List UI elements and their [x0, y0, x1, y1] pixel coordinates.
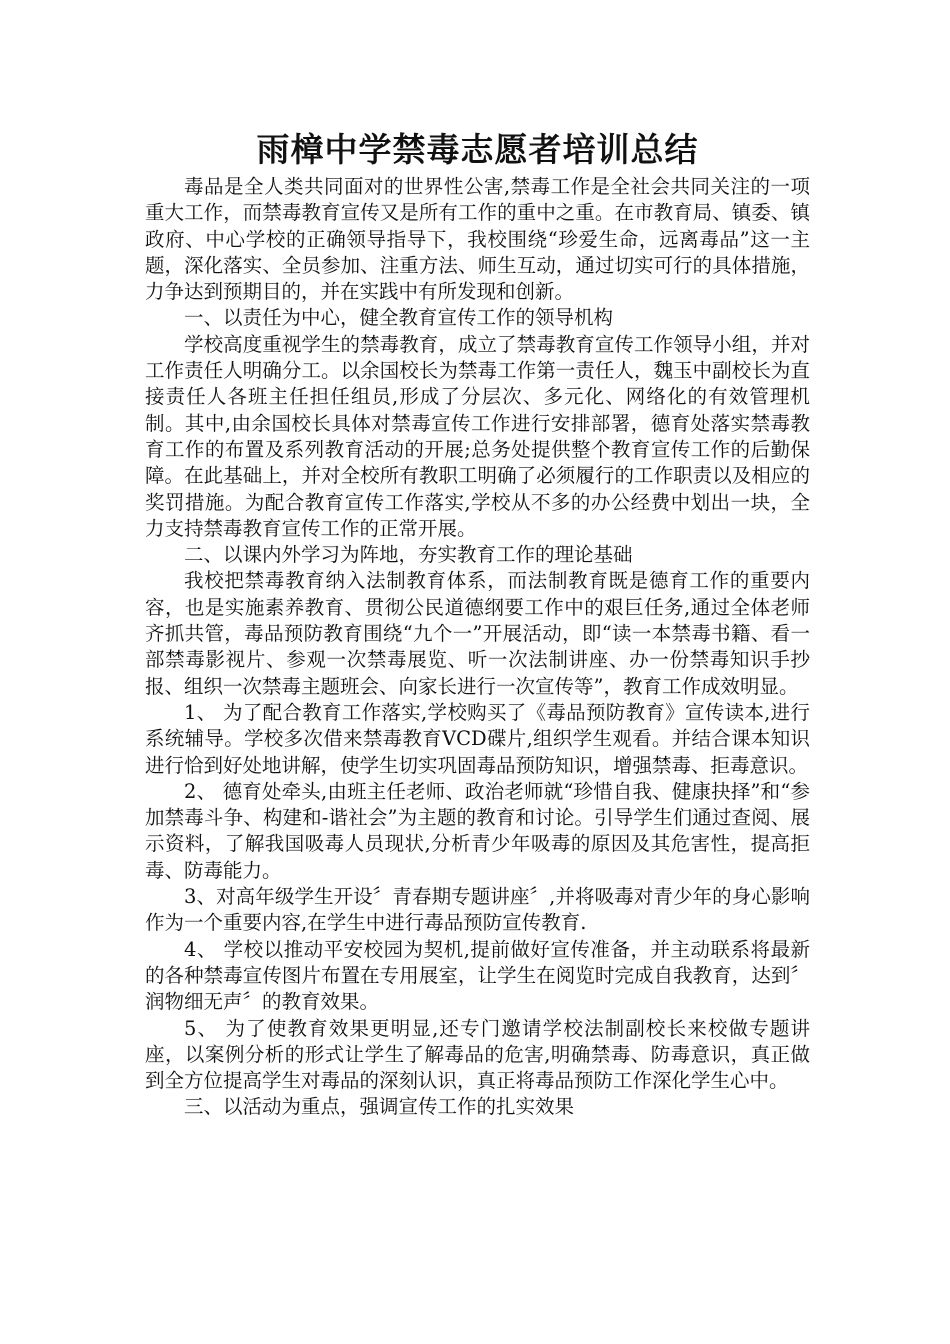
- paragraph-legal-education: 我校把禁毒教育纳入法制教育体系，而法制教育既是德育工作的重要内容，也是实施素养教育、贯彻公民道德纲要工作中的艰巨任务,通过全体老师齐抓共管，毒品预防教育围绕“九个一”开展活动，即“读一本禁毒书籍、看一部禁毒影视片、参观一次禁毒展览、听一次法制讲座、办一份禁毒知识手抄报、组织一次禁毒主题班会、向家长进行一次宣传等”，教育工作成效明显。: [145, 569, 810, 698]
- paragraph-leadership: 学校高度重视学生的禁毒教育，成立了禁毒教育宣传工作领导小组，并对工作责任人明确分工。以余国校长为禁毒工作第一责任人，魏玉中副校长为直接责任人各班主任担任组员,形成了分层次、多元化、网络化的有效管理机制。其中,由余国校长具体对禁毒宣传工作进行安排部署，德育处落实禁毒教育工作的布置及系列教育活动的开展;总务处提供整个教育宣传工作的后勤保障。在此基础上，并对全校所有教职工明确了必须履行的工作职责以及相应的奖罚措施。为配合教育宣传工作落实,学校从不多的办公经费中划出一块，全力支持禁毒教育宣传工作的正常开展。: [145, 332, 810, 540]
- paragraph-intro: 毒品是全人类共同面对的世界性公害,禁毒工作是全社会共同关注的一项重大工作，而禁毒教育宣传又是所有工作的重中之重。在市教育局、镇委、镇政府、中心学校的正确领导指导下，我校围绕“珍爱生命，远离毒品”这一主题，深化落实、全员参加、注重方法、师生互动，通过切实可行的具体措施，力争达到预期目的，并在实践中有所发现和创新。: [145, 175, 810, 304]
- list-item-1: 1、 为了配合教育工作落实,学校购买了《毒品预防教育》宣传读本,进行系统辅导。学校多次借来禁毒教育VCD碟片,组织学生观看。并结合课本知识进行恰到好处地讲解，使学生切实巩固毒品预防知识，增强禁毒、拒毒意识。: [145, 700, 810, 777]
- list-item-3: 3、对高年级学生开设〞青春期专题讲座〞,并将吸毒对青少年的身心影响作为一个重要内容,在学生中进行毒品预防宣传教育.: [145, 885, 810, 935]
- section-heading-2: 二、以课内外学习为阵地，夯实教育工作的理论基础: [184, 543, 633, 567]
- document-page: [145, 128, 810, 1121]
- list-item-5: 5、 为了使教育效果更明显,还专门邀请学校法制副校长来校做专题讲座，以案例分析的形式让学生了解毒品的危害,明确禁毒、防毒意识，真正做到全方位提高学生对毒品的深刻认识，真正将毒品预防工作深化学生心中。: [145, 1016, 810, 1093]
- list-item-2: 2、 德育处牵头,由班主任老师、政治老师就“珍惜自我、健康抉择”和“参加禁毒斗争、构建和-谐社会”为主题的教育和讨论。引导学生们通过查阅、展示资料，了解我国吸毒人员现状,分析青少年吸毒的原因及其危害性，提高拒毒、防毒能力。: [145, 779, 810, 882]
- list-item-4: 4、 学校以推动平安校园为契机,提前做好宣传准备，并主动联系将最新的各种禁毒宣传图片布置在专用展室，让学生在阅览时完成自我教育，达到〞润物细无声〞的教育效果。: [145, 937, 810, 1014]
- section-heading-3: 三、以活动为重点，强调宣传工作的扎实效果: [184, 1095, 575, 1119]
- section-heading-1: 一、以责任为中心，健全教育宣传工作的领导机构: [184, 306, 614, 330]
- document-title: 雨樟中学禁毒志愿者培训总结: [256, 130, 699, 169]
